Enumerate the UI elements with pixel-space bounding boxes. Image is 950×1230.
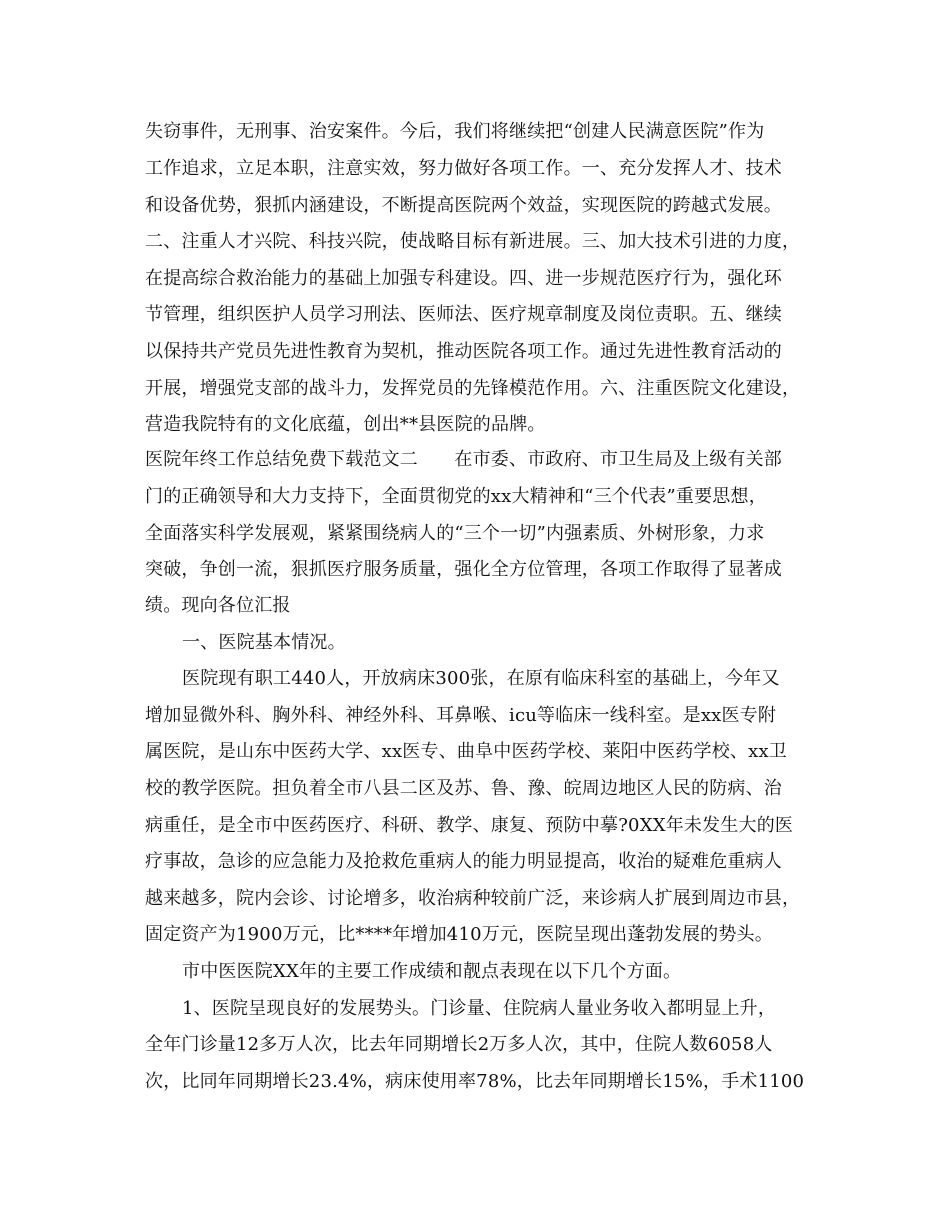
section-heading-line: 医院年终工作总结免费下载范文二 在市委、市政府、市卫生局及上级有关部	[145, 449, 782, 470]
text-line: 全年门诊量12多万人次，比去年同期增长2万多人次，其中，住院人数6058人	[145, 1034, 773, 1055]
text-line: 以保持共产党员先进性教育为契机，推动医院各项工作。通过先进性教育活动的	[145, 341, 782, 362]
text-line: 越来越多，院内会诊、讨论增多，收治病种较前广泛，来诊病人扩展到周边市县，	[145, 888, 801, 909]
text-line: 医院现有职工440人，开放病床300张，在原有临床科室的基础上，今年又	[182, 668, 780, 689]
text-line: 二、注重人才兴院、科技兴院，使战略目标有新进展。三、加大技术引进的力度，	[145, 231, 801, 252]
text-line: 营造我院特有的文化底蕴，创出**县医院的品牌。	[145, 414, 546, 435]
text-line: 开展，增强党支部的战斗力，发挥党员的先锋模范作用。六、注重医院文化建设，	[145, 378, 801, 399]
text-line: 节管理，组织医护人员学习刑法、医师法、医疗规章制度及岗位责职。五、继续	[145, 304, 782, 325]
text-line: 校的教学医院。担负着全市八县二区及苏、鲁、豫、皖周边地区人民的防病、治	[145, 778, 782, 799]
text-line: 属医院，是山东中医药大学、xx医专、曲阜中医药学校、莱阳中医药学校、xx卫	[145, 741, 788, 762]
text-line: 固定资产为1900万元，比****年增加410万元，医院呈现出蓬勃发展的势头。	[145, 924, 773, 945]
text-line: 失窃事件，无刑事、治安案件。今后，我们将继续把“创建人民满意医院”作为	[145, 121, 765, 142]
text-line: 次，比同年同期增长23.4%，病床使用率78%，比去年同期增长15%，手术1100	[145, 1071, 805, 1092]
text-line: 工作追求，立足本职，注意实效，努力做好各项工作。一、充分发挥人才、技术	[145, 158, 782, 179]
text-line: 门的正确领导和大力支持下，全面贯彻党的xx大精神和“三个代表”重要思想，	[145, 486, 767, 507]
text-line: 增加显微外科、胸外科、神经外科、耳鼻喉、icu等临床一线科室。是xx医专附	[145, 705, 777, 726]
text-line: 突破，争创一流，狠抓医疗服务质量，强化全方位管理，各项工作取得了显著成	[145, 559, 782, 580]
text-line: 1、医院呈现良好的发展势头。门诊量、住院病人量业务收入都明显上升，	[182, 998, 777, 1019]
text-line: 疗事故，急诊的应急能力及抢救危重病人的能力明显提高，收治的疑难危重病人	[145, 851, 782, 872]
subheading-line: 一、医院基本情况。	[182, 632, 346, 653]
text-line: 病重任，是全市中医药医疗、科研、教学、康复、预防中摹?0XX年未发生大的医	[145, 815, 794, 836]
text-line: 绩。现向各位汇报	[145, 595, 291, 616]
text-line: 全面落实科学发展观，紧紧围绕病人的“三个一切”内强素质、外树形象，力求	[145, 523, 765, 544]
text-line: 市中医医院XX年的主要工作成绩和靓点表现在以下几个方面。	[182, 961, 682, 982]
text-line: 在提高综合救治能力的基础上加强专科建设。四、进一步规范医疗行为，强化环	[145, 268, 782, 289]
text-line: 和设备优势，狠抓内涵建设，不断提高医院两个效益，实现医院的跨越式发展。	[145, 195, 782, 216]
